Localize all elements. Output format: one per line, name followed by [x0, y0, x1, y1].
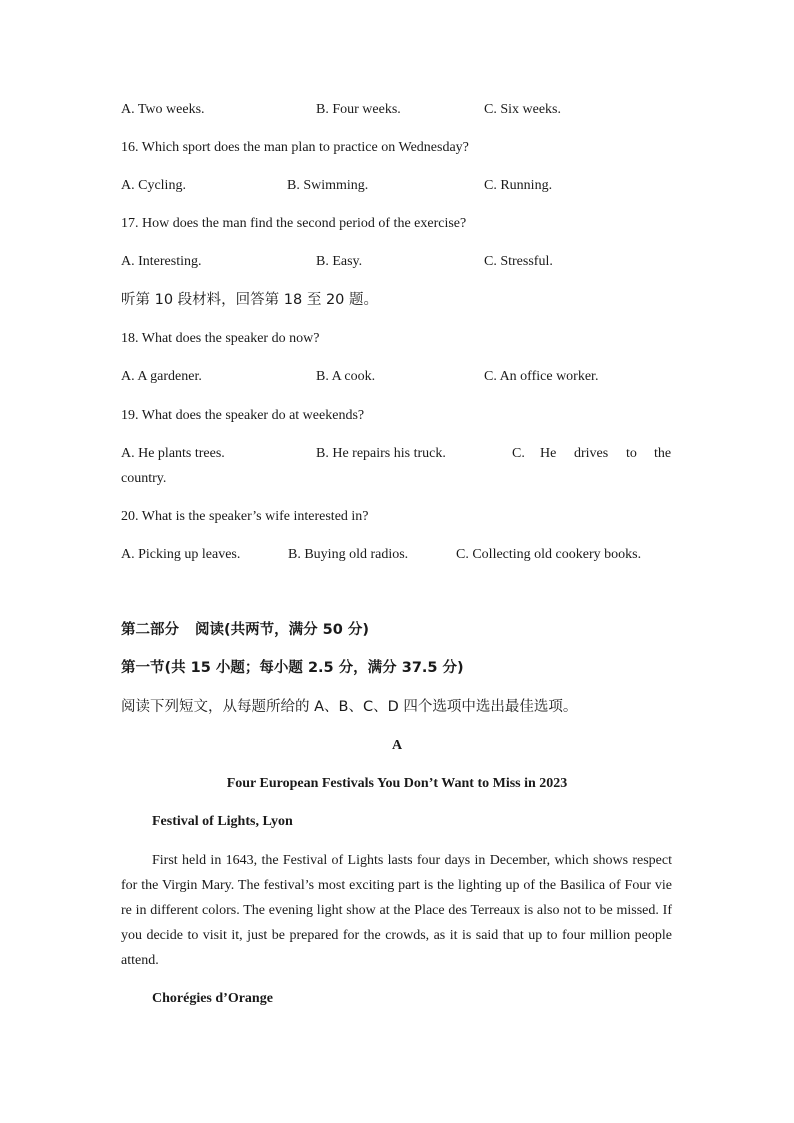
section-one-title: 第一节(共 15 小题；每小题 2.5 分，满分 37.5 分): [121, 660, 464, 676]
q17-option-c: C. Stressful.: [484, 254, 553, 269]
reading-instruction: 阅读下列短文，从每题所给的 A、B、C、D 四个选项中选出最佳选项。: [121, 699, 578, 715]
q15-option-b: B. Four weeks.: [316, 102, 401, 117]
q15-option-c: C. Six weeks.: [484, 102, 561, 117]
festival-paragraph: First held in 1643, the Festival of Lights lasts four days in December, which shows respect for the Virgin Mary. The festival’s most exciting part is the lighting up of the Basilica of Four vie re in different colors. The evening light show at the Place des Terreaux is also not to be missed. If you decide to visit it, just be prepared for the crowds, as it is said that up to four million people attend.: [121, 853, 672, 968]
section10-instruction: 听第 10 段材料，回答第 18 至 20 题。: [121, 292, 379, 308]
passage-letter: A: [391, 738, 403, 753]
q20-option-b: B. Buying old radios.: [288, 547, 409, 562]
q19-option-a: A. He plants trees.: [121, 446, 225, 461]
q18-question: 18. What does the speaker do now?: [121, 331, 320, 346]
q16-option-b: B. Swimming.: [287, 178, 369, 193]
q19-option-c-word: the: [654, 446, 672, 461]
q16-option-c: C. Running.: [484, 178, 553, 193]
q19-option-c-word: C.: [512, 446, 525, 461]
q19-option-c-continuation: country.: [121, 471, 167, 486]
q18-option-a: A. A gardener.: [121, 369, 202, 384]
festival-heading: Chorégies d’Orange: [152, 991, 273, 1006]
q19-option-c-word: to: [626, 446, 637, 461]
q19-option-c-word: drives: [574, 446, 609, 461]
part-two-label: 第二部分: [121, 622, 179, 638]
q17-question: 17. How does the man find the second period of the exercise?: [121, 216, 467, 231]
q20-question: 20. What is the speaker’s wife interested in?: [121, 509, 369, 524]
q17-option-a: A. Interesting.: [121, 254, 202, 269]
q16-question: 16. Which sport does the man plan to practice on Wednesday?: [121, 140, 469, 155]
q19-question: 19. What does the speaker do at weekends?: [121, 408, 365, 423]
q17-option-b: B. Easy.: [316, 254, 363, 269]
q16-option-a: A. Cycling.: [121, 178, 186, 193]
q18-option-b: B. A cook.: [316, 369, 376, 384]
q15-option-a: A. Two weeks.: [121, 102, 205, 117]
festival-heading: Festival of Lights, Lyon: [152, 814, 293, 829]
part-two-detail: 阅读(共两节，满分 50 分): [195, 622, 370, 638]
q19-option-c-word: He: [540, 446, 557, 461]
passage-title: Four European Festivals You Don’t Want to Miss in 2023: [226, 776, 568, 791]
q18-option-c: C. An office worker.: [484, 369, 599, 384]
q20-option-c: C. Collecting old cookery books.: [456, 547, 642, 562]
q20-option-a: A. Picking up leaves.: [121, 547, 241, 562]
part-two-title: [121, 621, 369, 639]
q19-option-b: B. He repairs his truck.: [316, 446, 446, 461]
